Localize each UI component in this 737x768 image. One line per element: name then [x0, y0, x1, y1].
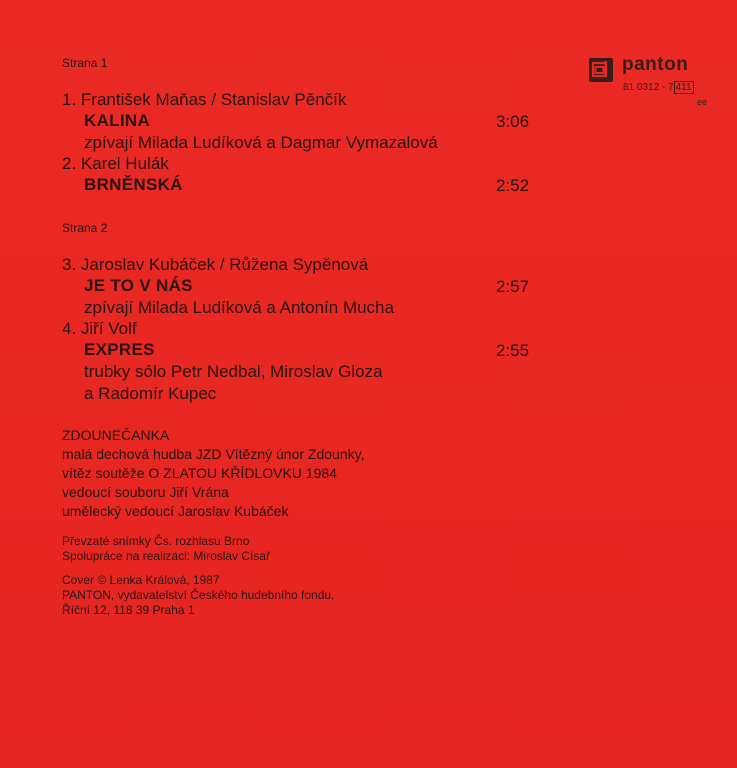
- side-2-heading: Strana 2: [62, 221, 108, 235]
- track-1-title: KALINA: [84, 111, 151, 130]
- catalog-suffix: 411: [675, 82, 692, 93]
- track-2-duration: 2:52: [496, 176, 530, 195]
- credit-line-1: Převzaté snímky Čs. rozhlasu Brno: [62, 534, 250, 548]
- credit-cover: Cover © Lenka Králová, 1987: [62, 573, 220, 587]
- credit-address: Říční 12, 118 39 Praha 1: [62, 603, 195, 617]
- ensemble-desc-2: vítěz soutěže O ZLATOU KŘÍDLOVKU 1984: [62, 465, 337, 481]
- credits-recording: [62, 534, 270, 564]
- ensemble-desc-4: umělecký vedoucí Jaroslav Kubáček: [62, 503, 289, 519]
- ensemble-name: ZDOUNEČANKA: [62, 427, 170, 443]
- track-3-duration: 2:57: [496, 277, 530, 296]
- credit-line-2: Spolupráce na realizaci: Miroslav Císař: [62, 549, 271, 563]
- ensemble-info: [62, 426, 364, 521]
- catalog-code: ee: [697, 97, 708, 107]
- track-3-title: JE TO V NÁS: [84, 276, 193, 295]
- catalog-number: [623, 82, 694, 93]
- ensemble-desc-1: malá dechová hudba JZD Vítězný únor Zdounky,: [62, 446, 365, 462]
- catalog-prefix: 81 0312 - 7: [623, 82, 674, 93]
- track-4-authors: 4. Jiří Volf: [62, 319, 137, 338]
- track-4-duration: 2:55: [496, 341, 530, 360]
- track-4-performers-line-1: trubky sólo Petr Nedbal, Miroslav Gloza: [84, 362, 383, 381]
- credits-publisher: [62, 573, 334, 618]
- credit-publisher: PANTON, vydavatelství Českého hudebního fondu,: [62, 588, 335, 602]
- track-1-performers: zpívají Milada Ludíková a Dagmar Vymazalová: [84, 133, 438, 152]
- ensemble-desc-3: vedoucí souboru Jiří Vrána: [62, 484, 229, 500]
- track-3-authors: 3. Jaroslav Kubáček / Růžena Sypěnová: [62, 255, 369, 274]
- label-name: panton: [622, 54, 689, 75]
- track-1-authors: 1. František Maňas / Stanislav Pěnčík: [62, 90, 347, 109]
- track-4-title: EXPRES: [84, 340, 155, 359]
- panton-logo-icon: [589, 58, 613, 82]
- track-1-duration: 3:06: [496, 112, 530, 131]
- track-2-authors: 2. Karel Hulák: [62, 154, 169, 173]
- side-1-heading: Strana 1: [62, 56, 108, 70]
- track-3-performers: zpívají Milada Ludíková a Antonín Mucha: [84, 298, 394, 317]
- track-4-performers-line-2: a Radomír Kupec: [84, 384, 217, 403]
- track-2-title: BRNĚNSKÁ: [84, 175, 183, 194]
